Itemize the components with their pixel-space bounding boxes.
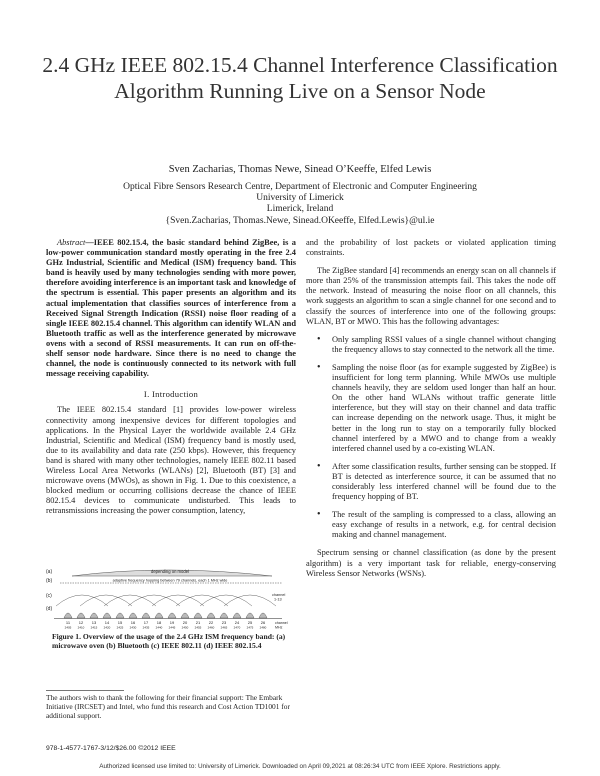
channel-tick: 22 <box>208 620 214 625</box>
channel-tick: 11 <box>65 620 71 625</box>
footnote-divider <box>46 690 124 691</box>
row-label-a: (a) <box>46 569 53 575</box>
zigbee-lobe <box>233 613 241 618</box>
frequency-tick: 2470 <box>233 625 241 630</box>
left-column <box>46 238 296 516</box>
frequency-tick: 2420 <box>103 625 111 630</box>
right-paragraph-1: and the probability of lost packets or violated application timing constraints. <box>306 238 556 258</box>
zigbee-lobe <box>103 613 111 618</box>
frequency-tick: 2465 <box>220 625 228 630</box>
channel-tick: 21 <box>195 620 201 625</box>
zigbee-lobe <box>129 613 137 618</box>
channel-tick: 25 <box>247 620 253 625</box>
channel-tick: 13 <box>91 620 97 625</box>
zigbee-channels <box>64 613 267 618</box>
channel-tick: 15 <box>117 620 123 625</box>
frequency-tick: 2435 <box>142 625 150 630</box>
zigbee-lobe <box>194 613 202 618</box>
right-paragraph-3: Spectrum sensing or channel classification (as done by the present algorithm) is a very important task for reliable, energy-conserving Wireless Sensor Networks (WSNs). <box>306 548 556 578</box>
affiliation-emails: {Sven.Zacharias, Thomas.Newe, Sinead.OKeeffe, Elfed.Lewis}@ul.ie <box>165 215 435 226</box>
list-item: • The result of the sampling is compressed to a class, allowing an easy exchange of results in a network, e.g. for central decision making and channel management. <box>306 510 556 540</box>
copyright-line: 978-1-4577-1767-3/12/$26.00 ©2012 IEEE <box>46 745 176 752</box>
zigbee-lobe <box>77 613 85 618</box>
abstract-label: Abstract <box>57 238 86 247</box>
row-label-c: (c) <box>46 593 52 599</box>
frequency-tick: 2410 <box>77 625 85 630</box>
right-paragraph-2: The ZigBee standard [4] recommends an energy scan on all channels if more than 25% of the transmission attempts fail. This takes the node off the network. Instead of measuring the noise floor on all channels, this work suggests an algorithm to scan a single channel for one second and to classify the sources of interference into one of the following groups: WLAN, BT or MWO. This has the following advantages: <box>306 266 556 326</box>
frequency-tick: 2425 <box>116 625 124 630</box>
axis-label-channel: channel <box>275 621 288 625</box>
abstract <box>46 238 296 379</box>
wlan-channels <box>56 595 276 606</box>
figure-1-frequency-usage <box>46 566 296 642</box>
row-label-b: (b) <box>46 578 53 584</box>
channel-tick: 18 <box>156 620 162 625</box>
zigbee-lobe <box>142 613 150 618</box>
bt-label: adaptive frequency hopping between 79 channels, each 1 MHz wide <box>112 578 228 583</box>
frequency-tick: 2480 <box>259 625 267 630</box>
abstract-text: —IEEE 802.15.4, the basic standard behind ZigBee, is a low-power communication standard mostly operating in the free 2.4 GHz Industrial, Scientific and Medical (ISM) frequency band. This band is heavily used by many technologies sending with more power, therefore avoiding interference is an important task and knowledge of the spectrum is essential. This paper presents an algorithm and its actual implementation that classifies sources of interference from a Received Signal Strength Indication (RSSI) noise floor reading of a single IEEE 802.15.4 channel. This algorithm can identify WLAN and Bluetooth traffic as well as the interference generated by microwave ovens with a second of RSSI measurements. It can run on off-the-shelf sensor node hardware. Since there is no need to change the channel, the node is continuously connected to its network with full message receiving capability. <box>46 238 296 379</box>
channel-tick: 17 <box>143 620 149 625</box>
frequency-tick: 2455 <box>194 625 202 630</box>
license-notice: Authorized licensed use limited to: University of Limerick. Downloaded on April 09,2021 at 08:26:34 UTC from IEEE Xplore. Restrictions apply. <box>99 763 501 770</box>
frequency-tick: 2460 <box>207 625 215 630</box>
paper-title: 2.4 GHz IEEE 802.15.4 Channel Interference Classification Algorithm Running Live on a Sensor Node <box>42 53 558 103</box>
frequency-tick: 2475 <box>246 625 254 630</box>
zigbee-lobe <box>181 613 189 618</box>
channel-tick: 19 <box>169 620 175 625</box>
zigbee-lobe <box>64 613 72 618</box>
list-item: • Only sampling RSSI values of a single channel without changing the frequency allows to stay connected to the network all the time. <box>306 335 556 355</box>
channel-tick: 20 <box>182 620 188 625</box>
zigbee-lobe <box>90 613 98 618</box>
frequency-tick: 2440 <box>155 625 163 630</box>
channel-tick: 24 <box>234 620 240 625</box>
section-heading-introduction: I. Introduction <box>143 389 199 400</box>
figure-caption: Figure 1. Overview of the usage of the 2.4 GHz ISM frequency band: (a) microwave oven (b) Bluetooth (c) IEEE 802.11 (d) IEEE 802.15.4 <box>52 632 286 650</box>
channel-tick: 12 <box>78 620 84 625</box>
zigbee-lobe <box>155 613 163 618</box>
author-list: Sven Zacharias, Thomas Newe, Sinead O’Keeffe, Elfed Lewis <box>168 164 432 175</box>
frequency-tick: 2445 <box>168 625 176 630</box>
advantages-list <box>306 335 556 541</box>
frequency-tick: 2430 <box>129 625 137 630</box>
zigbee-lobe <box>116 613 124 618</box>
channel-tick: 16 <box>130 620 136 625</box>
wlan-label-range: 1-13 <box>274 597 282 602</box>
wlan-label: channel <box>272 593 286 597</box>
frequency-tick-labels <box>65 626 267 630</box>
frequency-tick: 2450 <box>181 625 189 630</box>
channel-tick: 26 <box>260 620 266 625</box>
list-item: • After some classification results, further sensing can be stopped. If BT is detected as interference source, it can be assumed that no considerably less interfered channel will be found due to the frequency hopping of BT. <box>306 462 556 502</box>
affiliation-line-3: Limerick, Ireland <box>266 204 334 215</box>
channel-tick: 14 <box>104 620 110 625</box>
zigbee-lobe <box>246 613 254 618</box>
zigbee-lobe <box>259 613 267 618</box>
intro-paragraph: The IEEE 802.15.4 standard [1] provides low-power wireless connectivity among inexpensive devices for different topologies and applications. In the Physical Layer the worldwide available 2.4 GHz Industrial, Scientific and Medical (ISM) frequency band is mostly used, due to its availability and data rate (250 kbps). However, this frequency band is shared with many other technologies, namely IEEE 802.11 based Wireless Local Area Networks (WLANs) [2], Bluetooth (BT) [3] and microwave ovens (MWOs), as shown in Fig. 1. Due to this coexistence, a blocked medium or occurring collisions decrease the chance of IEEE 802.15.4 devices to communicate undisturbed. This leads to retransmissions increasing the power consumption, latency, <box>46 405 296 516</box>
zigbee-lobe <box>168 613 176 618</box>
footnote: The authors wish to thank the following for their financial support: The Embark Initiative (IRCSET) and Intel, who fund this research and Cost Action TD1001 for additional support. <box>46 693 290 720</box>
right-column <box>306 238 556 579</box>
zigbee-lobe <box>207 613 215 618</box>
mwo-label: depending on model <box>151 569 189 574</box>
channel-tick: 23 <box>221 620 227 625</box>
frequency-tick: 2405 <box>64 625 72 630</box>
frequency-tick: 2415 <box>90 625 98 630</box>
list-item: • Sampling the noise floor (as for example suggested by ZigBee) is insufficient for long term planning. While MWOs use multiple channels heavily, they are seldom used longer than half an hour. On the other hand WLANs without traffic generate little interference, but they will stay on their channel and data traffic can increase depending on the network usage. Thus, it might be better in the long run to stay on a temporarily fully blocked channel interfered by a MWO and to change from a weakly interfered channel used by a co-existing WLAN. <box>306 363 556 454</box>
zigbee-lobe <box>220 613 228 618</box>
affiliation <box>40 182 560 227</box>
channel-tick-labels <box>66 620 266 625</box>
row-label-d: (d) <box>46 606 53 612</box>
axis-label-mhz: MHz <box>275 625 283 630</box>
affiliation-line-2: University of Limerick <box>256 193 344 204</box>
affiliation-line-1: Optical Fibre Sensors Research Centre, Department of Electronic and Computer Engineering <box>123 182 477 192</box>
